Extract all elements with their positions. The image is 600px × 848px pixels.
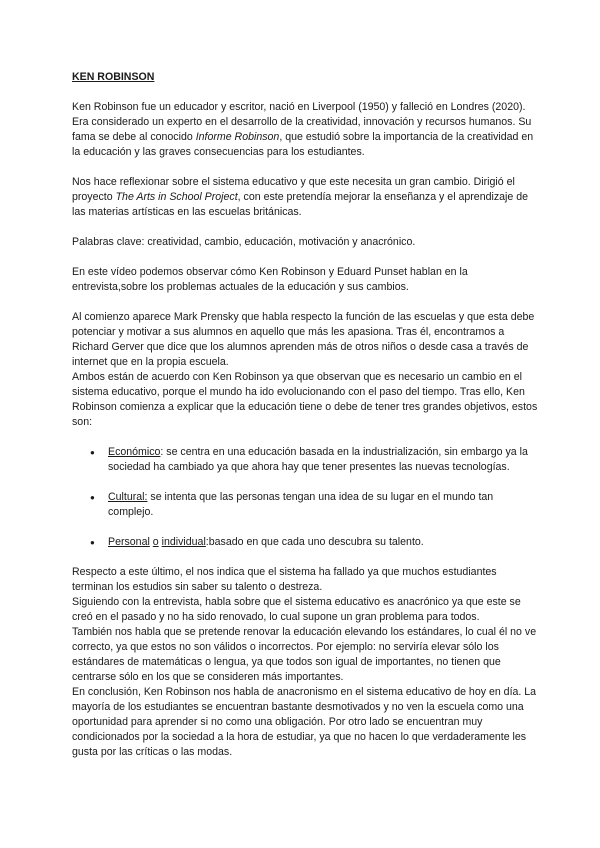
paragraph-intro-text-a: Ken Robinson fue un educador y escritor, nació en Liverpool (1950) y falleció en Londres (2020). Era considerado un experto en el desarrollo de la creatividad, innovación y recursos humanos. Su fama se debe al conocido (72, 101, 532, 143)
document-title: KEN ROBINSON (72, 71, 155, 83)
list-item-text: se intenta que las personas tengan una idea de su lugar en el mundo tan complejo. (108, 491, 494, 518)
list-item-label-c: individual (161, 536, 206, 548)
paragraph-intro (72, 100, 540, 160)
paragraph-keywords: Palabras clave: creatividad, cambio, educación, motivación y anacrónico. (72, 236, 416, 248)
paragraph-video: En este vídeo podemos observar cómo Ken Robinson y Eduard Punset hablan en la entrevista,sobre los problemas actuales de la educación y sus cambios. (72, 266, 468, 293)
paragraph-conclusion: En conclusión, Ken Robinson nos habla de anacronismo en el sistema educativo de hoy en día. La mayoría de los estudiantes se encuentran bastante desmotivados y no ven la escuela como una oportunidad para aprender si no como una obligación. Por otro lado se encuentran muy condicionados por la sociedad a la hora de estudiar, ya que no hacen lo que verdaderamente les gusta por las críticas o las modas. (72, 686, 537, 758)
paragraph-project-italic: The Arts in School Project (115, 191, 238, 203)
paragraph-anachronic: Siguiendo con la entrevista, habla sobre que el sistema educativo es anacrónico ya que este se creó en el pasado y no ha sido renovado, lo cual supone un gran problema para todos. (72, 596, 521, 623)
paragraph-intro-text-b: , que estudió sobre la importancia de la creatividad en la educación y las graves consecuencias para los estudiantes. (72, 131, 534, 158)
objectives-list (72, 445, 540, 550)
paragraph-standards: También nos habla que se pretende renovar la educación elevando los estándares, lo cual él no ve correcto, ya que estos no son válidos o incorrectos. Por ejemplo: no serviría elevar sólo los estándares de matemáticas o lengua, ya que todos son igual de importantes, no tienen que centrarse sólo en los que se consideren más importantes. (72, 626, 537, 683)
list-item-label: Económico (108, 446, 161, 458)
paragraph-prensky: Al comienzo aparece Mark Prensky que habla respecto la función de las escuelas y que esta debe potenciar y motivar a sus alumnos en aquello que más les apasiona. Tras él, encontramos a Richard Gerver que dice que los alumnos aprenden más de otros niños o desde casa a través de internet que en la propia escuela. (72, 311, 535, 368)
list-item-text: :basado en que cada uno descubra su talento. (205, 536, 424, 548)
paragraph-agreement: Ambos están de acuerdo con Ken Robinson ya que observan que es necesario un cambio en el sistema educativo, porque el mundo ha ido evolucionando con el paso del tiempo. Tras ello, Ken Robinson comienza a explicar que la educación tiene o debe de tener tres grandes objetivos, estos son: (72, 371, 538, 428)
paragraph-project-text-b: , con este pretendía mejorar la enseñanza y el aprendizaje de las materias artísticas en las escuelas británicas. (72, 191, 528, 218)
paragraph-project-text-a: Nos hace reflexionar sobre el sistema educativo y que este necesita un gran cambio. Dirigió el proyecto (72, 176, 515, 203)
paragraph-talent: Respecto a este último, el nos indica que el sistema ha fallado ya que muchos estudiantes terminan los estudios sin saber su talento o destreza. (72, 566, 497, 593)
list-item-personal (108, 535, 540, 550)
list-item-text: : se centra en una educación basada en la industrialización, sin embargo ya la sociedad ha cambiado ya que ahora hay que tener presentes las nuevas tecnologías. (108, 446, 528, 473)
list-item-label-b: o (152, 536, 159, 548)
list-item-label: Cultural: (108, 491, 148, 503)
paragraph-project (72, 175, 540, 220)
list-item-label-a: Personal (108, 536, 150, 548)
paragraph-intro-italic: Informe Robinson (195, 131, 280, 143)
list-item-cultural (108, 490, 540, 520)
list-item-economico (108, 445, 540, 475)
